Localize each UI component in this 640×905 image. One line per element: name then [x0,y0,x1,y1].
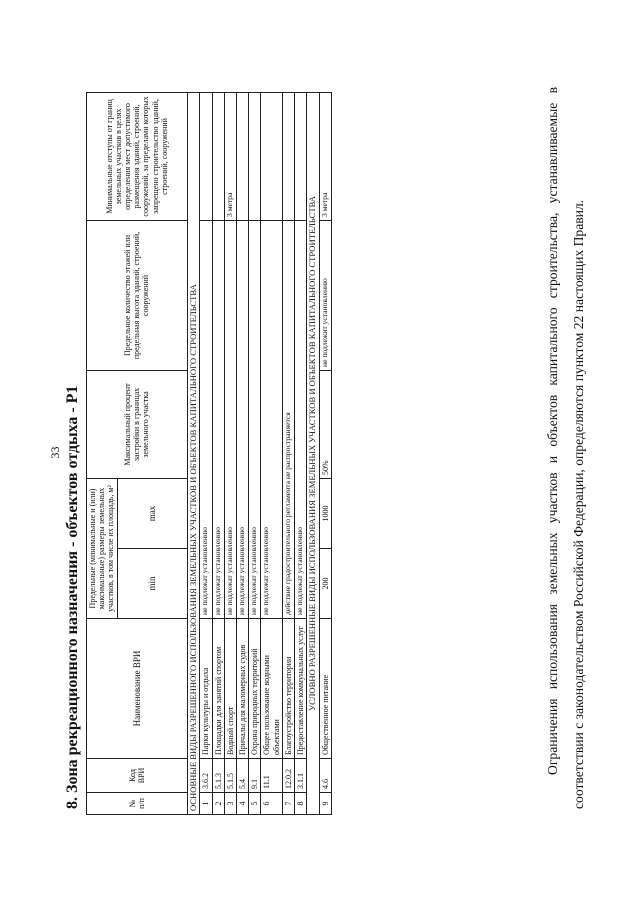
row-setback [249,92,261,220]
page-title: 8. Зона рекреационного назначения - объектов отдыха - Р1 [64,385,81,809]
row-name: Площадки для занятий спортом [212,619,224,759]
table-row [237,92,249,814]
regulation-table [86,92,332,815]
row-name: Общее пользование водными объектами [261,619,282,759]
cond-max: 1000 [320,478,332,548]
row-setback [261,92,282,220]
row-number: 2 [212,793,224,815]
row-name: Водный спорт [224,619,236,759]
row-params: не подлежат установлению [224,220,236,618]
row-code: 5.1.3 [212,759,224,793]
table-row [282,92,294,814]
page-number: 33 [48,446,62,459]
row-setback [294,92,306,220]
row-params: не подлежат установлению [200,220,212,618]
row-setback: 3 метра [224,92,236,220]
header-floors: Предельное количество этажей или предельная высота зданий, строений, сооружений [87,220,188,370]
table-row [320,92,332,814]
table-row [224,92,236,814]
table-row [294,92,306,814]
table-row [261,92,282,814]
cond-min: 200 [320,549,332,619]
section-main-row [187,92,200,814]
header-min: min [117,549,187,619]
row-code: 9.1 [249,759,261,793]
cond-n: 9 [320,793,332,815]
row-name: Предоставление коммунальных услуг [294,619,306,759]
cond-floors: не подлежит установлению [320,220,332,370]
row-number: 3 [224,793,236,815]
row-setback [212,92,224,220]
row-params: не подлежат установлению [249,220,261,618]
header-coverage: Максимальный процент застройки в границах земельного участка [87,370,188,478]
row-name: Благоустройство территории [282,619,294,759]
row-setback [282,92,294,220]
cond-code: 4.6 [320,759,332,793]
footnote-text: Ограничения использования земельных участков и объектов капитального строительства, устанавливаемые в соответствии с законодательством Российской Федерации, определяются пунктом 22 настоящих Правил. [545,87,586,809]
row-number: 8 [294,793,306,815]
header-name: Наименование ВРИ [87,619,188,759]
row-number: 1 [200,793,212,815]
row-code: 3.1.1 [294,759,306,793]
cond-setback: 3 метра [320,92,332,220]
row-params: действие градостроительного регламента не распространяется [282,220,294,618]
row-name: Охрана природных территорий [249,619,261,759]
section-conditional: УСЛОВНО РАЗРЕШЕННЫЕ ВИДЫ ИСПОЛЬЗОВАНИЯ ЗЕМЕЛЬНЫХ УЧАСТКОВ И ОБЪЕКТОВ КАПИТАЛЬНОГО СТРОИТЕЛЬСТВА [307,92,320,814]
cond-name: Общественное питание [320,619,332,759]
cond-coverage: 50% [320,370,332,478]
row-code: 11.1 [261,759,282,793]
row-number: 4 [237,793,249,815]
row-params: не подлежат установлению [212,220,224,618]
header-row [87,92,118,814]
header-code: Код ВРИ [87,759,188,793]
row-name: Причалы для маломерных судов [237,619,249,759]
table-row [212,92,224,814]
table-row [249,92,261,814]
row-params: не подлежат установлению [294,220,306,618]
row-name: Парки культуры и отдыха [200,619,212,759]
row-setback [237,92,249,220]
row-number: 7 [282,793,294,815]
row-number: 5 [249,793,261,815]
row-params: не подлежат установлению [261,220,282,618]
table-row [200,92,212,814]
footnote [540,87,592,809]
row-code: 3.6.2 [200,759,212,793]
header-setback: Минимальные отступы от границ земельных участков в целях определения мест допустимого размещения зданий, строений, сооружений, за пределами которых запрещено строительство зданий, строений, сооружений [87,92,188,220]
row-code: 5.4 [237,759,249,793]
header-max: max [117,478,187,548]
header-num: № п/п [87,793,188,815]
row-code: 5.1.5 [224,759,236,793]
row-setback [200,92,212,220]
row-code: 12.0.2 [282,759,294,793]
section-main: ОСНОВНЫЕ ВИДЫ РАЗРЕШЕННОГО ИСПОЛЬЗОВАНИЯ ЗЕМЕЛЬНЫХ УЧАСТКОВ И ОБЪЕКТОВ КАПИТАЛЬНОГО СТРОИТЕЛЬСТВА [187,92,200,814]
row-params: не подлежат установлению [237,220,249,618]
section-conditional-row [307,92,320,814]
header-size-group: Предельные (минимальные и (или) максимальные) размеры земельных участков, в том числе их площадь, м² [87,478,118,618]
row-number: 6 [261,793,282,815]
